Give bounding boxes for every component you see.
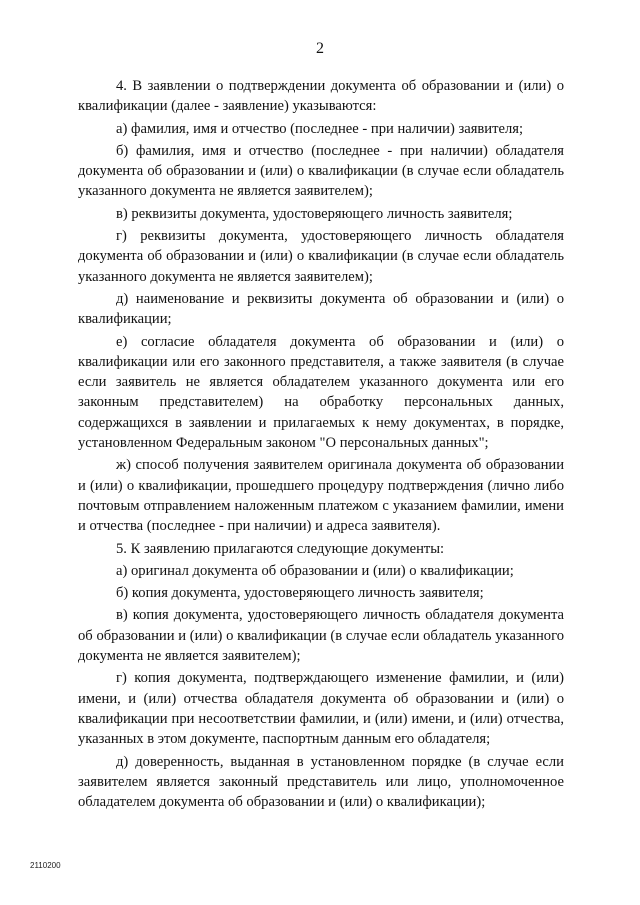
paragraph-5b: б) копия документа, удостоверяющего личность заявителя; — [116, 585, 484, 602]
paragraph-4v: в) реквизиты документа, удостоверяющего личность заявителя; — [116, 205, 513, 222]
paragraph-5d: д) доверенность, выданная в установленном порядке (в случае если заявителем является законный представитель или лицо, уполномоченное обладателем документа об образовании и (или) о квалификации); — [78, 753, 564, 811]
paragraph-5g: г) копия документа, подтверждающего изменение фамилии, и (или) имени, и (или) отчества обладателя документа об образовании и (или) о квалификации при несоответствии фамилии, и (или) имени, и (или) отчества, указанных в этом документе, паспортным данным его обладателя; — [78, 670, 564, 748]
paragraph-4g: г) реквизиты документа, удостоверяющего личность обладателя документа об образовании и (или) о квалификации (в случае если обладатель указанного документа не является заявителем); — [78, 228, 564, 285]
paragraph-4a: а) фамилия, имя и отчество (последнее - при наличии) заявителя; — [116, 120, 524, 137]
page-number: 2 — [316, 40, 324, 57]
footer-code: 2110200 — [30, 861, 61, 870]
paragraph-4zh: ж) способ получения заявителем оригинала документа об образовании и (или) о квалификации, прошедшего процедуру подтверждения (лично либо почтовым отправлением наложенным платежом с указанием фамилии, имени и отчества (последнее - при наличии) и адреса заявителя). — [78, 457, 564, 535]
paragraph-5a: а) оригинал документа об образовании и (или) о квалификации; — [116, 562, 514, 579]
paragraph-4: 4. В заявлении о подтверждении документа об образовании и (или) о квалификации (далее - заявление) указываются: — [78, 78, 564, 115]
paragraph-5: 5. К заявлению прилагаются следующие документы: — [116, 540, 445, 557]
document-body — [78, 76, 564, 814]
paragraph-4e: е) согласие обладателя документа об образовании и (или) о квалификации или его законного представителя, а также заявителя (в случае если заявитель не является обладателем указанного документа или его законным представителем) на обработку персональных данных, содержащихся в заявлении и прилагаемых к нему документах, в порядке, установленном Федеральным законом "О персональных данных"; — [78, 333, 564, 452]
paragraph-4b: б) фамилия, имя и отчество (последнее - при наличии) обладателя документа об образовании и (или) о квалификации (в случае если обладатель указанного документа не является заявителем); — [78, 142, 564, 200]
paragraph-5v: в) копия документа, удостоверяющего личность обладателя документа об образовании и (или) о квалификации (в случае если обладатель указанного документа не является заявителем); — [78, 607, 564, 665]
paragraph-4d: д) наименование и реквизиты документа об образовании и (или) о квалификации; — [78, 290, 564, 328]
